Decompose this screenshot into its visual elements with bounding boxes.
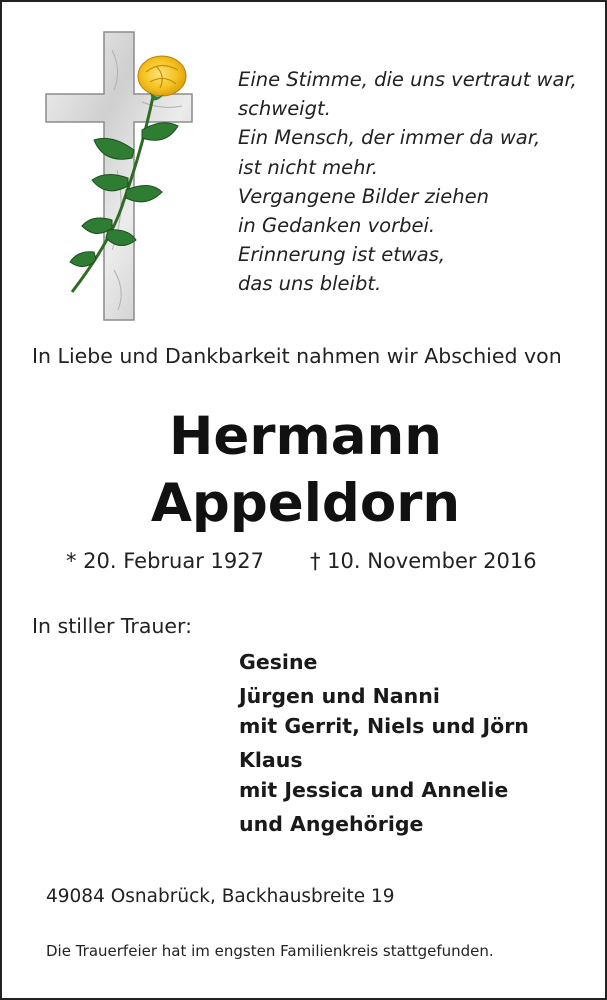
- mourner-group: [239, 647, 529, 677]
- mourner-line: Gesine: [239, 650, 318, 674]
- poem-line: das uns bleibt.: [238, 272, 382, 296]
- mourner-line: Klaus: [239, 748, 303, 772]
- mourner-line: Jürgen und Nanni: [239, 684, 440, 708]
- deceased-first-name: Hermann: [169, 406, 442, 467]
- deceased-last-name: Appeldorn: [150, 473, 461, 534]
- mourning-label: In stiller Trauer:: [32, 614, 192, 638]
- poem-line: schweigt.: [238, 97, 331, 121]
- poem-line: Eine Stimme, die uns vertraut war,: [238, 68, 577, 91]
- mourner-group: [239, 681, 529, 741]
- mourner-group: [239, 745, 529, 805]
- poem-line: Ein Mensch, der immer da war,: [238, 126, 541, 150]
- mourners-list: [239, 647, 529, 843]
- birth-date: * 20. Februar 1927: [66, 549, 264, 573]
- funeral-note: Die Trauerfeier hat im engsten Familienkreis stattgefunden.: [46, 942, 494, 960]
- address: 49084 Osnabrück, Backhausbreite 19: [46, 886, 395, 907]
- mourner-group: [239, 809, 529, 839]
- mourner-line: mit Gerrit, Niels und Jörn: [239, 714, 529, 738]
- cross-with-rose-icon: [42, 30, 202, 322]
- mourner-line: und Angehörige: [239, 812, 424, 836]
- poem-line: Vergangene Bilder ziehen: [238, 184, 489, 208]
- poem: [238, 65, 577, 299]
- poem-line: in Gedanken vorbei.: [238, 214, 436, 238]
- death-date: † 10. November 2016: [310, 549, 537, 573]
- poem-line: ist nicht mehr.: [238, 155, 378, 179]
- mourner-line: mit Jessica und Annelie: [239, 778, 509, 802]
- farewell-intro: In Liebe und Dankbarkeit nahmen wir Abschied von: [32, 344, 562, 368]
- poem-line: Erinnerung ist etwas,: [238, 243, 446, 267]
